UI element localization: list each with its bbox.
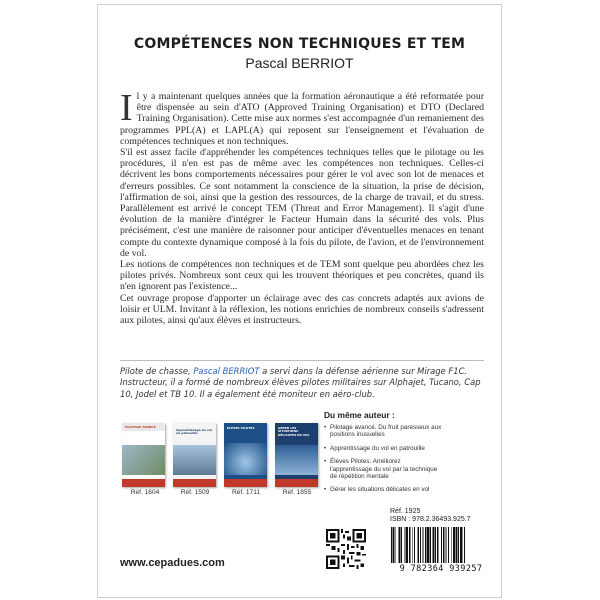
book-back-cover bbox=[97, 4, 502, 598]
isbn: ISBN : 978.2.36493.925.7 bbox=[390, 516, 471, 523]
blurb-paragraph-2: S'il est assez facile d'appréhender les compétences techniques telles que le pilotage ou les procédures, il n'en est pas de même avec les compétences non techniques. Celles-ci décrivent les bons comportements nécessaires pour gérer le vol avec son lot de menaces et d'erreurs possibles. Ce sont notamment la conscience de la situation, la prise de décision, l'affirmation de soi, ainsi que la gestion des ressources, de la charge de travail, et du stress. Parallèlement est arrivé le concept TEM (Threat and Error Management). Il s'agit d'une évolution de la manière d'intégrer le Facteur Humain dans la sécurité des vols. Plus précisément, c'est une manière de raisonner pour anticiper d'éventuelles menaces en tenant compte du contexte dynamique composé à la fois du pilote, de l'avion, et de l'environnement de vol. bbox=[120, 147, 484, 259]
list-item: • Apprentissage du vol en patrouille bbox=[324, 445, 444, 452]
reference-number: Réf. 1925 bbox=[390, 508, 421, 515]
book-cover-1509: Apprentissage du vol en patrouille bbox=[173, 423, 216, 487]
bio-author-name: Pascal BERRIOT bbox=[193, 366, 260, 376]
book-title: COMPÉTENCES NON TECHNIQUES ET TEM bbox=[133, 36, 466, 52]
blurb-paragraph-3: Les notions de compétences non techniques et de TEM sont quelque peu abordées chez les pilotes privés. Nombreux sont ceux qui les trouvent théoriques et peu concrètes, quand ils n'en ignorent pas l'existence... bbox=[120, 259, 484, 293]
book-reference bbox=[390, 508, 471, 524]
blurb bbox=[120, 87, 484, 327]
blurb-paragraph-4: Cet ouvrage propose d'apporter un éclairage avec des cas concrets adaptés aux avions de loisir et ULM. Invitant à la réflexion, les notions enrichies de nombreux conseils s'adressent aux pilotes, ainsi qu'aux élèves et instructeurs. bbox=[120, 292, 484, 327]
barcode-digits: 9 782364 939257 bbox=[399, 564, 483, 574]
book-ref-1604: Réf. 1604 bbox=[130, 489, 160, 496]
book-cover-1604: PILOTAGE AVANCÉ bbox=[122, 423, 165, 487]
same-author-list bbox=[324, 424, 444, 500]
barcode bbox=[390, 527, 492, 567]
blurb-paragraph-1: Il y a maintenant quelques années que la formation aéronautique a été reformatée pour être dispensée au sein d'ATO (Approved Training Organisation) et DTO (Declared Training Organisation). Cette mise aux normes s'est accompagnée d'un remaniement des programmes PPL(A) et LAPL(A) qui reposent sur l'enseignement et l'évaluation de compétences techniques et non techniques. bbox=[120, 87, 484, 147]
book-cover-1855: GÉRER LES SITUATIONS DÉLICATES EN VOL bbox=[275, 423, 318, 487]
qr-code bbox=[326, 529, 366, 569]
author-bio: Pilote de chasse, Pascal BERRIOT a servi dans la défense aérienne sur Mirage F1C. Instructeur, il a formé de nombreux élèves pilotes militaires sur Alphajet, Tucano, Cap 10, Jodel et TB 10. Il a également été moniteur en aéro-club. bbox=[120, 366, 481, 399]
same-author-heading: Du même auteur : bbox=[324, 410, 395, 420]
book-cover-1711: ÉLÈVES PILOTES bbox=[224, 423, 267, 487]
book-author: Pascal BERRIOT bbox=[245, 55, 354, 71]
book-ref-1855: Réf. 1855 bbox=[282, 489, 312, 496]
list-item: • Pilotage avancé. Du fruit paresseux aux positions inusuelles bbox=[324, 424, 444, 439]
list-item: • Gérer les situations délicates en vol bbox=[324, 486, 444, 493]
list-item: • Élèves Pilotes. Améliorez l'apprentissage du vol par la technique de répétition mentale bbox=[324, 458, 444, 480]
book-ref-1711: Réf. 1711 bbox=[231, 489, 261, 496]
drop-cap: I bbox=[120, 87, 133, 129]
other-books bbox=[120, 413, 340, 513]
book-ref-1509: Réf. 1509 bbox=[180, 489, 210, 496]
separator-line bbox=[120, 360, 484, 361]
publisher-website: www.cepadues.com bbox=[120, 557, 225, 569]
